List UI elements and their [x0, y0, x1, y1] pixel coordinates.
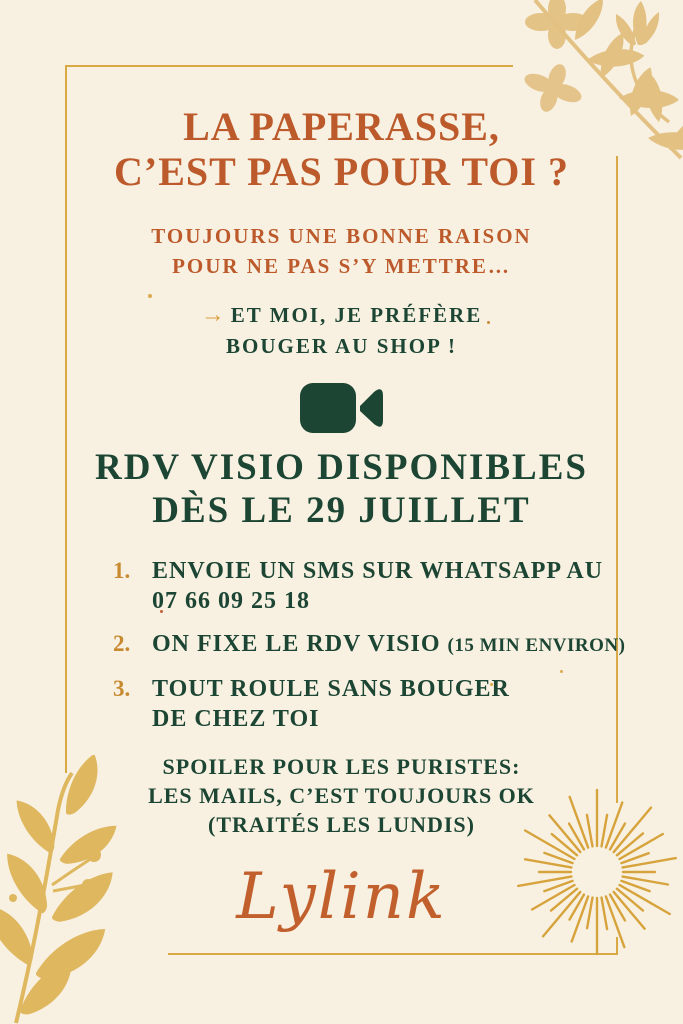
callout-text-1: ET MOI, JE PRÉFÈRE: [230, 303, 483, 327]
visio-title-line-2: DÈS LE 29 JUILLET: [152, 490, 531, 531]
title-line-1: LA PAPERASSE,: [183, 104, 500, 149]
callout: [0, 300, 683, 362]
step-3-line-1: TOUT ROULE SANS BOUGER: [152, 676, 510, 702]
video-camera-icon: [299, 380, 385, 436]
step-text: [152, 556, 603, 616]
step-text: [152, 674, 510, 734]
spoiler-line-2: LES MAILS, C’EST TOUJOURS OK: [148, 783, 535, 808]
step-2-text: ON FIXE LE RDV VISIO: [152, 631, 441, 657]
step-1-phone-number: 07 66 09 25 18: [152, 588, 310, 614]
subtitle: [0, 221, 683, 281]
list-item-step-1: [113, 556, 628, 616]
spoiler-note: [0, 752, 683, 839]
list-item-step-2: [113, 629, 628, 661]
frame-border-top: [65, 65, 513, 67]
arrow-right-icon: →: [200, 302, 225, 328]
video-icon-wrap: [0, 380, 683, 441]
list-item-step-3: [113, 674, 628, 734]
spoiler-line-3: (TRAITÉS LES LUNDIS): [208, 812, 475, 837]
speckle-dot: [148, 294, 152, 298]
brand-signature: Lylink: [236, 860, 447, 934]
steps-list: [113, 556, 628, 747]
step-number: 1.: [113, 558, 131, 583]
title-line-2: C’EST PAS POUR TOI ?: [114, 149, 569, 194]
step-3-line-2: DE CHEZ TOI: [152, 706, 320, 732]
step-1-line-1: ENVOIE UN SMS SUR WHATSAPP AU: [152, 558, 604, 584]
step-number: 3.: [113, 676, 131, 701]
visio-title: [0, 446, 683, 532]
subtitle-line-1: TOUJOURS UNE BONNE RAISON: [151, 224, 532, 248]
visio-title-line-1: RDV VISIO DISPONIBLES: [94, 447, 588, 488]
step-text: [152, 629, 625, 661]
subtitle-line-2: POUR NE PAS S’Y METTRE…: [172, 254, 511, 278]
callout-text-2: BOUGER AU SHOP !: [226, 334, 457, 358]
spoiler-line-1: SPOILER POUR LES PURISTES:: [162, 754, 521, 779]
callout-line-1: [0, 300, 683, 331]
step-number: 2.: [113, 631, 131, 656]
frame-border-bottom: [168, 953, 618, 955]
page-title: [0, 104, 683, 194]
step-2-note: (15 MIN ENVIRON): [447, 635, 626, 656]
